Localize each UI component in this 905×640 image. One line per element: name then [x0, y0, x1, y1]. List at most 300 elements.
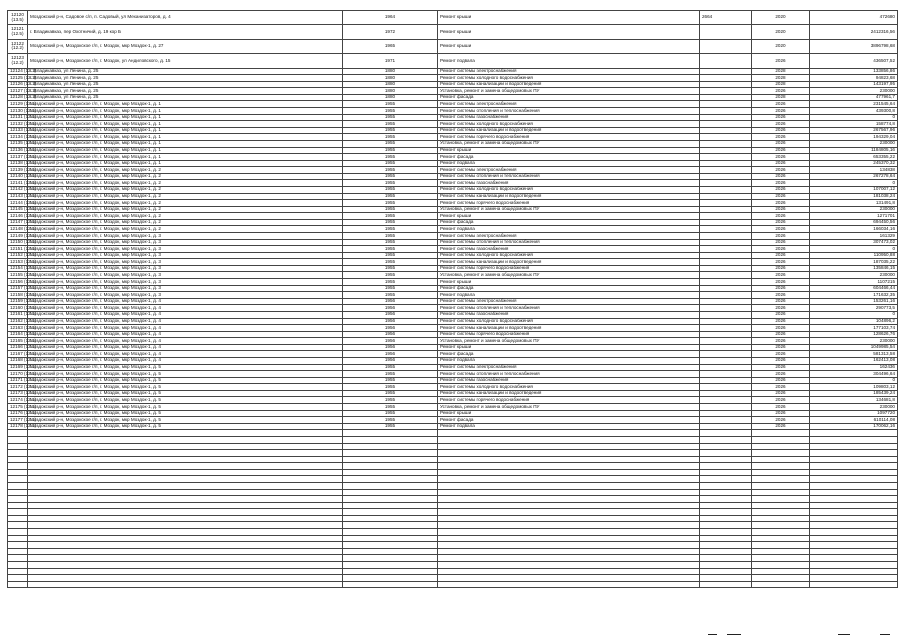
- year-built-cell: [343, 489, 438, 496]
- work-type-cell: Ремонт системы холодного водоснабжения: [438, 384, 700, 391]
- work-type-cell: Установка, ремонт и замена общедомовых ПУ: [438, 88, 700, 95]
- address-cell: Моздокский р-н, Моздокское г/п, г. Моздок, мкр Моздок-1, д. 1: [28, 101, 343, 108]
- row-number: 12165 (12.1): [8, 338, 28, 345]
- row-number: 12151 (12.1): [8, 246, 28, 253]
- year-built-cell: [343, 450, 438, 457]
- year-built-cell: 1956: [343, 344, 438, 351]
- work-type-cell: [438, 456, 700, 463]
- cost-cell: [810, 522, 898, 529]
- address-cell: Моздокский р-н, Моздокское г/п, г. Моздок, мкр Моздок-1, д. 1: [28, 140, 343, 147]
- year-built-cell: 1955: [343, 134, 438, 141]
- row-number: [8, 575, 28, 582]
- work-type-cell: Ремонт системы электроснабжения: [438, 101, 700, 108]
- planned-year-cell: 2026: [752, 338, 810, 345]
- cost-cell: 135846,15: [810, 265, 898, 272]
- address-cell: Моздокский р-н, Моздокское г/п, г. Моздок, мкр Моздок-1, д. 4: [28, 325, 343, 332]
- row-number: 12126 (12.1): [8, 81, 28, 88]
- cost-cell: 134681,8: [810, 397, 898, 404]
- row-number: 12158 (12.1): [8, 292, 28, 299]
- cost-cell: 230000: [810, 338, 898, 345]
- cost-cell: [810, 509, 898, 516]
- cost-cell: [810, 436, 898, 443]
- extra-cell: [700, 292, 752, 299]
- cost-cell: 1184805,16: [810, 147, 898, 154]
- extra-cell: [700, 417, 752, 424]
- planned-year-cell: 2026: [752, 371, 810, 378]
- planned-year-cell: 2026: [752, 377, 810, 384]
- table-row: [8, 575, 898, 582]
- extra-cell: [700, 101, 752, 108]
- row-number: 12163 (12.1): [8, 325, 28, 332]
- address-cell: Моздокский р-н, Моздокское г/п, г. Моздок, мкр Моздок-1, д. 2: [28, 206, 343, 213]
- address-cell: [28, 515, 343, 522]
- year-built-cell: 1955: [343, 127, 438, 134]
- planned-year-cell: 2026: [752, 154, 810, 161]
- cost-cell: [810, 469, 898, 476]
- address-cell: Моздокский р-н, Моздокское г/п, г. Моздок, мкр Моздок-1, д. 2: [28, 180, 343, 187]
- extra-cell: [700, 108, 752, 115]
- work-type-cell: [438, 496, 700, 503]
- address-cell: Моздокский р-н, Моздокское г/п, г. Моздок, мкр Моздок-1, д. 2: [28, 200, 343, 207]
- address-cell: [28, 430, 343, 437]
- table-row: [8, 496, 898, 503]
- extra-cell: [700, 200, 752, 207]
- planned-year-cell: [752, 575, 810, 582]
- extra-cell: [700, 450, 752, 457]
- year-built-cell: 1955: [343, 423, 438, 430]
- planned-year-cell: 2026: [752, 279, 810, 286]
- extra-cell: [700, 423, 752, 430]
- work-type-cell: [438, 515, 700, 522]
- year-built-cell: [343, 555, 438, 562]
- row-number: 12156 (12.1): [8, 279, 28, 286]
- year-built-cell: 1955: [343, 259, 438, 266]
- cost-cell: 230000: [810, 140, 898, 147]
- work-type-cell: Ремонт крыши: [438, 39, 700, 53]
- extra-cell: [700, 443, 752, 450]
- address-cell: [28, 456, 343, 463]
- table-row: [8, 436, 898, 443]
- year-built-cell: 1955: [343, 410, 438, 417]
- address-cell: Моздокский р-н, Моздокское г/п, г. Моздок, мкр Моздок-1, д. 3: [28, 272, 343, 279]
- planned-year-cell: 2026: [752, 160, 810, 167]
- address-cell: г. Владикавказ, ул Ленина, д. 25: [28, 94, 343, 101]
- year-built-cell: 1955: [343, 252, 438, 259]
- row-number: 12120 (13.5): [8, 11, 28, 25]
- row-number: 12150 (12.1): [8, 239, 28, 246]
- planned-year-cell: 2026: [752, 397, 810, 404]
- extra-cell: [700, 311, 752, 318]
- work-type-cell: [438, 430, 700, 437]
- planned-year-cell: 2028: [752, 81, 810, 88]
- row-number: 12172 (12.1): [8, 384, 28, 391]
- planned-year-cell: 2026: [752, 186, 810, 193]
- extra-cell: [700, 390, 752, 397]
- year-built-cell: 1880: [343, 88, 438, 95]
- extra-cell: [700, 54, 752, 68]
- address-cell: г. Владикавказ, ул Ленина, д. 25: [28, 75, 343, 82]
- row-number: 12144 (12.1): [8, 200, 28, 207]
- year-built-cell: 1956: [343, 318, 438, 325]
- address-cell: Моздокский р-н, Моздокское г/п, г. Моздок, мкр Моздок-1, д. 3: [28, 246, 343, 253]
- year-built-cell: [343, 548, 438, 555]
- extra-cell: [700, 581, 752, 588]
- table-row: [8, 285, 898, 292]
- table-row: [8, 140, 898, 147]
- cost-cell: 0: [810, 311, 898, 318]
- planned-year-cell: 2026: [752, 285, 810, 292]
- cost-cell: 1271701: [810, 213, 898, 220]
- address-cell: Моздокский р-н, Моздокское г/п, г. Моздок, мкр Моздок-1, д. 4: [28, 298, 343, 305]
- address-cell: [28, 535, 343, 542]
- planned-year-cell: [752, 581, 810, 588]
- planned-year-cell: 2028: [752, 68, 810, 75]
- year-built-cell: 1955: [343, 213, 438, 220]
- year-built-cell: 1956: [343, 311, 438, 318]
- planned-year-cell: [752, 542, 810, 549]
- work-type-cell: [438, 502, 700, 509]
- extra-cell: [700, 344, 752, 351]
- work-type-cell: Ремонт системы канализации и водоотведения: [438, 325, 700, 332]
- planned-year-cell: 2026: [752, 325, 810, 332]
- year-built-cell: 1955: [343, 160, 438, 167]
- address-cell: Моздокский р-н, Моздокское г/п, г. Моздок, ул Андиловского, д. 15: [28, 54, 343, 68]
- row-number: [8, 496, 28, 503]
- row-number: 12149 (12.1): [8, 233, 28, 240]
- year-built-cell: [343, 522, 438, 529]
- row-number: 12123 (12.2): [8, 54, 28, 68]
- address-cell: [28, 443, 343, 450]
- work-type-cell: Установка, ремонт и замена общедомовых ПУ: [438, 338, 700, 345]
- table-body: [8, 11, 898, 588]
- cost-cell: 110950,88: [810, 252, 898, 259]
- address-cell: Моздокский р-н, Моздокское г/п, г. Моздок, мкр Моздок-1, д. 1: [28, 160, 343, 167]
- year-built-cell: 1956: [343, 338, 438, 345]
- cost-cell: [810, 542, 898, 549]
- cost-cell: [810, 568, 898, 575]
- planned-year-cell: 2026: [752, 200, 810, 207]
- year-built-cell: 1880: [343, 75, 438, 82]
- address-cell: [28, 502, 343, 509]
- extra-cell: [700, 154, 752, 161]
- address-cell: Моздокский р-н, Моздокское г/п, г. Моздок, мкр Моздок-1, д. 2: [28, 226, 343, 233]
- extra-cell: 2664: [700, 11, 752, 25]
- address-cell: [28, 548, 343, 555]
- work-type-cell: Ремонт фасада: [438, 417, 700, 424]
- planned-year-cell: 2020: [752, 39, 810, 53]
- address-cell: Моздокский р-н, Садовое с/п, п. Садовый, ул Механизаторов, д. 4: [28, 11, 343, 25]
- row-number: 12130 (12.1): [8, 108, 28, 115]
- address-cell: Моздокский р-н, Моздокское г/п, г. Моздок, мкр Моздок-1, д. 4: [28, 351, 343, 358]
- work-type-cell: Ремонт системы отопления и теплоснабжения: [438, 173, 700, 180]
- planned-year-cell: 2026: [752, 147, 810, 154]
- planned-year-cell: [752, 482, 810, 489]
- planned-year-cell: [752, 502, 810, 509]
- planned-year-cell: 2026: [752, 54, 810, 68]
- row-number: [8, 568, 28, 575]
- cost-cell: 290773,5: [810, 305, 898, 312]
- row-number: [8, 581, 28, 588]
- work-type-cell: Ремонт подвала: [438, 292, 700, 299]
- cost-cell: [810, 463, 898, 470]
- work-type-cell: Установка, ремонт и замена общедомовых ПУ: [438, 272, 700, 279]
- work-type-cell: Ремонт системы электроснабжения: [438, 68, 700, 75]
- row-number: [8, 522, 28, 529]
- table-row: [8, 344, 898, 351]
- cost-cell: 153261,16: [810, 298, 898, 305]
- address-cell: Моздокский р-н, Моздокское г/п, г. Моздок, мкр Моздок-1, д. 3: [28, 239, 343, 246]
- address-cell: Моздокский р-н, Моздокское г/п, г. Моздок, мкр Моздок-1, д. 4: [28, 318, 343, 325]
- planned-year-cell: 2026: [752, 404, 810, 411]
- address-cell: [28, 476, 343, 483]
- year-built-cell: 1955: [343, 154, 438, 161]
- extra-cell: [700, 456, 752, 463]
- planned-year-cell: [752, 496, 810, 503]
- row-number: 12177 (12.1): [8, 417, 28, 424]
- year-built-cell: [343, 515, 438, 522]
- planned-year-cell: 2026: [752, 252, 810, 259]
- planned-year-cell: 2026: [752, 423, 810, 430]
- row-number: 12175 (12.1): [8, 404, 28, 411]
- year-built-cell: [343, 436, 438, 443]
- year-built-cell: [343, 561, 438, 568]
- work-type-cell: Ремонт системы газоснабжения: [438, 114, 700, 121]
- address-cell: Моздокский р-н, Моздокское г/п, г. Моздок, мкр Моздок-1, д. 2: [28, 213, 343, 220]
- row-number: 12153 (12.1): [8, 259, 28, 266]
- year-built-cell: 1880: [343, 94, 438, 101]
- work-type-cell: [438, 469, 700, 476]
- address-cell: Моздокский р-н, Моздокское г/п, г. Моздок, мкр Моздок-1, д. 5: [28, 410, 343, 417]
- address-cell: Моздокский р-н, Моздокское г/п, г. Моздок, мкр Моздок-1, д. 5: [28, 384, 343, 391]
- planned-year-cell: 2026: [752, 239, 810, 246]
- table-row: [8, 206, 898, 213]
- planned-year-cell: [752, 436, 810, 443]
- row-number: 12167 (12.1): [8, 351, 28, 358]
- table-row: [8, 482, 898, 489]
- extra-cell: [700, 127, 752, 134]
- table-row: [8, 252, 898, 259]
- work-type-cell: Ремонт системы электроснабжения: [438, 167, 700, 174]
- year-built-cell: [343, 568, 438, 575]
- year-built-cell: 1955: [343, 233, 438, 240]
- row-number: [8, 443, 28, 450]
- planned-year-cell: 2026: [752, 213, 810, 220]
- cost-cell: 170062,16: [810, 423, 898, 430]
- year-built-cell: 1955: [343, 404, 438, 411]
- planned-year-cell: 2026: [752, 101, 810, 108]
- address-cell: Моздокский р-н, Моздокское г/п, г. Моздок, мкр Моздок-1, д. 2: [28, 186, 343, 193]
- address-cell: [28, 529, 343, 536]
- work-type-cell: [438, 482, 700, 489]
- row-number: 12137 (12.1): [8, 154, 28, 161]
- work-type-cell: Ремонт системы холодного водоснабжения: [438, 318, 700, 325]
- year-built-cell: [343, 463, 438, 470]
- cost-cell: [810, 443, 898, 450]
- planned-year-cell: 2026: [752, 219, 810, 226]
- work-type-cell: Ремонт фасада: [438, 285, 700, 292]
- cost-cell: 187035,22: [810, 259, 898, 266]
- work-type-cell: Ремонт крыши: [438, 279, 700, 286]
- address-cell: Моздокский р-н, Моздокское г/п, г. Моздок, мкр Моздок-1, д. 1: [28, 108, 343, 115]
- address-cell: Моздокский р-н, Моздокское г/п, г. Моздок, мкр Моздок-1, д. 27: [28, 39, 343, 53]
- work-type-cell: [438, 555, 700, 562]
- cost-cell: [810, 482, 898, 489]
- cost-cell: 0: [810, 377, 898, 384]
- table-row: [8, 219, 898, 226]
- extra-cell: [700, 213, 752, 220]
- extra-cell: [700, 160, 752, 167]
- cost-cell: 171632,35: [810, 292, 898, 299]
- work-type-cell: Установка, ремонт и замена общедомовых ПУ: [438, 404, 700, 411]
- planned-year-cell: [752, 522, 810, 529]
- address-cell: [28, 555, 343, 562]
- address-cell: [28, 489, 343, 496]
- year-built-cell: [343, 482, 438, 489]
- planned-year-cell: 2026: [752, 140, 810, 147]
- cost-cell: 230000: [810, 404, 898, 411]
- year-built-cell: 1972: [343, 25, 438, 39]
- extra-cell: [700, 206, 752, 213]
- row-number: [8, 476, 28, 483]
- cost-cell: 0: [810, 114, 898, 121]
- cost-cell: [810, 502, 898, 509]
- planned-year-cell: 2026: [752, 305, 810, 312]
- address-cell: Моздокский р-н, Моздокское г/п, г. Моздок, мкр Моздок-1, д. 1: [28, 121, 343, 128]
- work-type-cell: Ремонт системы электроснабжения: [438, 233, 700, 240]
- year-built-cell: [343, 535, 438, 542]
- work-type-cell: Ремонт системы отопления и теплоснабжения: [438, 371, 700, 378]
- work-type-cell: Ремонт крыши: [438, 11, 700, 25]
- cost-cell: 653355,22: [810, 154, 898, 161]
- work-type-cell: Ремонт крыши: [438, 344, 700, 351]
- cost-cell: 472680: [810, 11, 898, 25]
- cost-cell: 231545,64: [810, 101, 898, 108]
- address-cell: [28, 568, 343, 575]
- year-built-cell: 1955: [343, 186, 438, 193]
- year-built-cell: 1955: [343, 114, 438, 121]
- cost-cell: 230000: [810, 88, 898, 95]
- work-type-cell: [438, 542, 700, 549]
- row-number: 12142 (12.1): [8, 186, 28, 193]
- work-type-cell: [438, 529, 700, 536]
- table-row: [8, 11, 898, 25]
- extra-cell: [700, 469, 752, 476]
- table-row: [8, 529, 898, 536]
- cost-cell: [810, 430, 898, 437]
- cost-cell: [810, 450, 898, 457]
- row-number: 12125 (12.1): [8, 75, 28, 82]
- row-number: 12129 (12.1): [8, 101, 28, 108]
- address-cell: [28, 482, 343, 489]
- work-type-cell: [438, 548, 700, 555]
- cost-cell: 0: [810, 180, 898, 187]
- year-built-cell: 1955: [343, 285, 438, 292]
- extra-cell: [700, 509, 752, 516]
- extra-cell: [700, 529, 752, 536]
- table-row: [8, 476, 898, 483]
- address-cell: Моздокский р-н, Моздокское г/п, г. Моздок, мкр Моздок-1, д. 2: [28, 173, 343, 180]
- table-row: [8, 173, 898, 180]
- address-cell: Моздокский р-н, Моздокское г/п, г. Моздок, мкр Моздок-1, д. 4: [28, 338, 343, 345]
- extra-cell: [700, 371, 752, 378]
- row-number: [8, 463, 28, 470]
- extra-cell: [700, 463, 752, 470]
- address-cell: Моздокский р-н, Моздокское г/п, г. Моздок, мкр Моздок-1, д. 2: [28, 193, 343, 200]
- planned-year-cell: 2026: [752, 265, 810, 272]
- address-cell: Моздокский р-н, Моздокское г/п, г. Моздок, мкр Моздок-1, д. 5: [28, 390, 343, 397]
- year-built-cell: 1955: [343, 417, 438, 424]
- address-cell: Моздокский р-н, Моздокское г/п, г. Моздок, мкр Моздок-1, д. 5: [28, 423, 343, 430]
- row-number: [8, 561, 28, 568]
- row-number: 12159 (12.1): [8, 298, 28, 305]
- address-cell: [28, 522, 343, 529]
- cost-cell: [810, 575, 898, 582]
- address-cell: Моздокский р-н, Моздокское г/п, г. Моздок, мкр Моздок-1, д. 3: [28, 279, 343, 286]
- row-number: [8, 450, 28, 457]
- address-cell: Моздокский р-н, Моздокское г/п, г. Моздок, мкр Моздок-1, д. 3: [28, 265, 343, 272]
- work-type-cell: Ремонт крыши: [438, 147, 700, 154]
- work-type-cell: Ремонт подвала: [438, 226, 700, 233]
- work-type-cell: Ремонт системы газоснабжения: [438, 180, 700, 187]
- planned-year-cell: 2026: [752, 114, 810, 121]
- address-cell: Моздокский р-н, Моздокское г/п, г. Моздок, мкр Моздок-1, д. 5: [28, 397, 343, 404]
- row-number: 12173 (12.1): [8, 390, 28, 397]
- cost-cell: 307473,02: [810, 239, 898, 246]
- planned-year-cell: [752, 555, 810, 562]
- year-built-cell: 1955: [343, 272, 438, 279]
- work-type-cell: Ремонт подвала: [438, 160, 700, 167]
- year-built-cell: [343, 502, 438, 509]
- extra-cell: [700, 515, 752, 522]
- year-built-cell: 1955: [343, 193, 438, 200]
- planned-year-cell: 2026: [752, 108, 810, 115]
- cost-cell: 131491,8: [810, 200, 898, 207]
- work-type-cell: Ремонт крыши: [438, 213, 700, 220]
- row-number: 12124 (12.1): [8, 68, 28, 75]
- table-row: [8, 456, 898, 463]
- year-built-cell: 1955: [343, 239, 438, 246]
- work-type-cell: [438, 561, 700, 568]
- extra-cell: [700, 265, 752, 272]
- address-cell: Моздокский р-н, Моздокское г/п, г. Моздок, мкр Моздок-1, д. 3: [28, 233, 343, 240]
- extra-cell: [700, 193, 752, 200]
- planned-year-cell: 2026: [752, 298, 810, 305]
- address-cell: Моздокский р-н, Моздокское г/п, г. Моздок, мкр Моздок-1, д. 4: [28, 331, 343, 338]
- row-number: 12134 (12.1): [8, 134, 28, 141]
- work-type-cell: Ремонт системы холодного водоснабжения: [438, 186, 700, 193]
- work-type-cell: Ремонт системы горячего водоснабжения: [438, 200, 700, 207]
- table-row: [8, 423, 898, 430]
- year-built-cell: 1955: [343, 147, 438, 154]
- table-row: [8, 502, 898, 509]
- work-type-cell: [438, 476, 700, 483]
- planned-year-cell: 2020: [752, 25, 810, 39]
- table-row: [8, 542, 898, 549]
- extra-cell: [700, 397, 752, 404]
- extra-cell: [700, 318, 752, 325]
- year-built-cell: 1965: [343, 39, 438, 53]
- extra-cell: [700, 226, 752, 233]
- cost-cell: 185439,24: [810, 390, 898, 397]
- cost-cell: 162413,08: [810, 358, 898, 365]
- year-built-cell: [343, 529, 438, 536]
- year-built-cell: 1955: [343, 279, 438, 286]
- year-built-cell: 1955: [343, 246, 438, 253]
- page-edge-mark: [727, 634, 741, 635]
- table-row: [8, 160, 898, 167]
- year-built-cell: 1955: [343, 101, 438, 108]
- planned-year-cell: 2026: [752, 206, 810, 213]
